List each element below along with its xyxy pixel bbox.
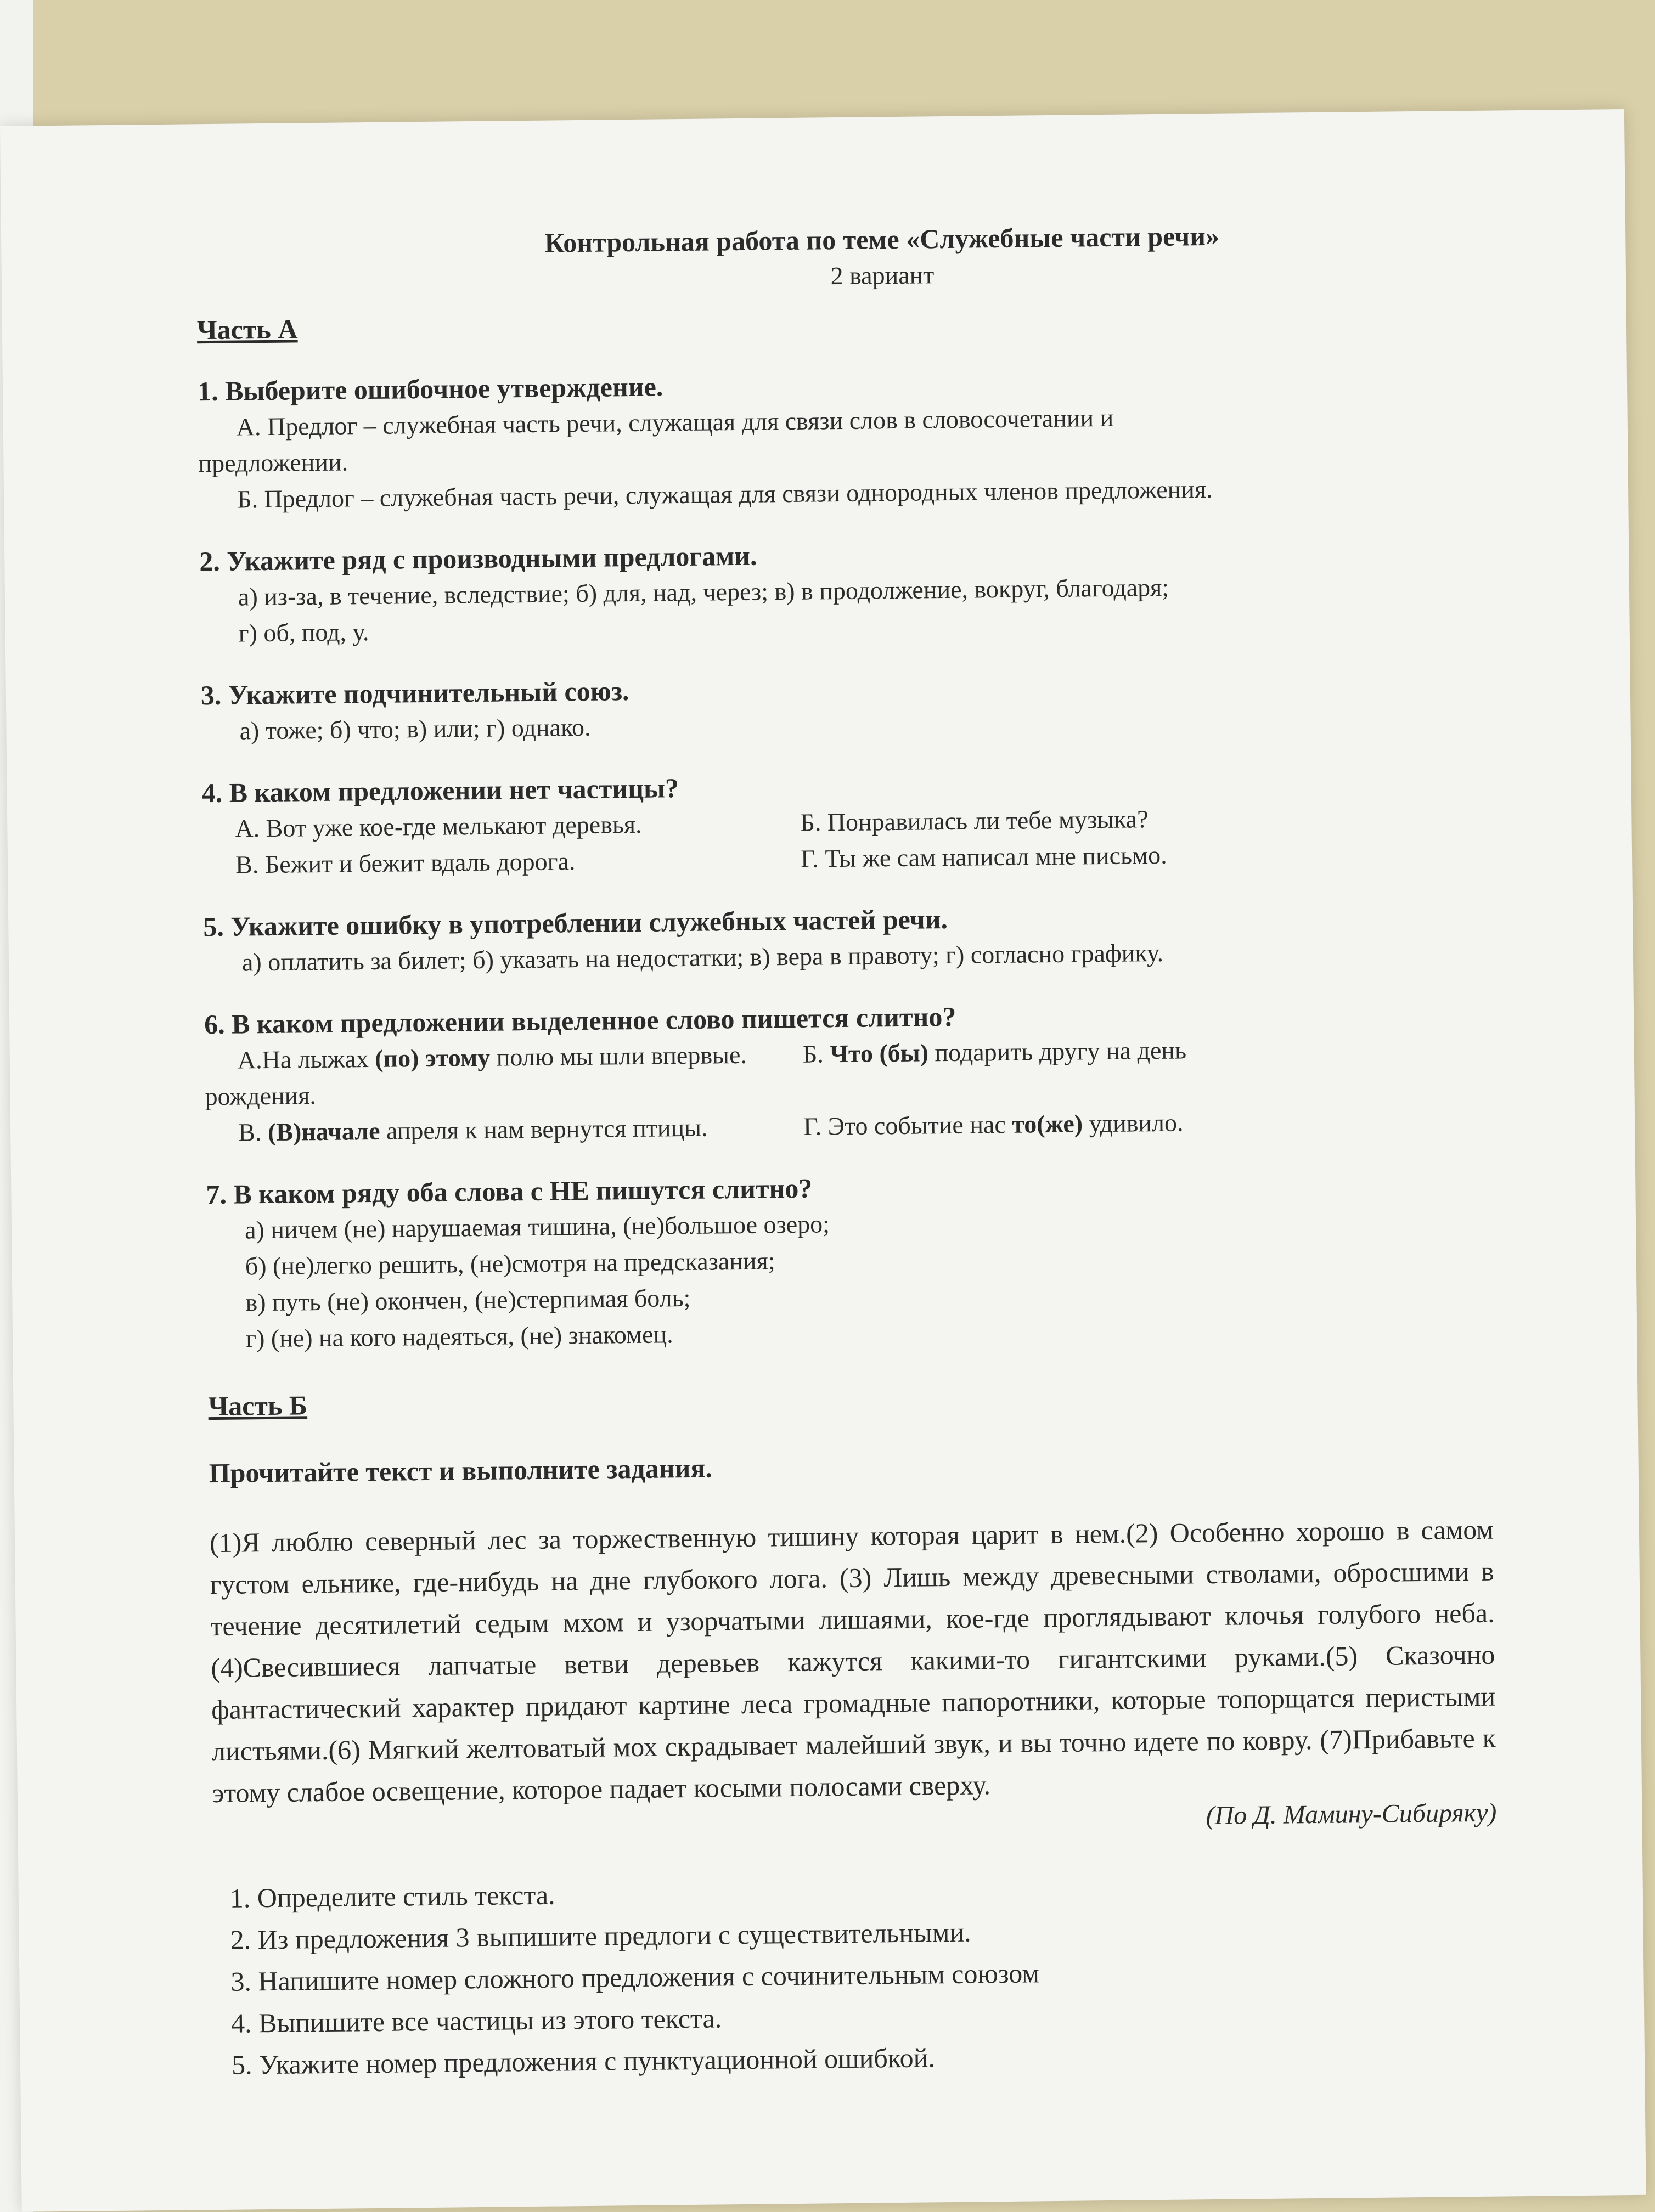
question-title: 7. В каком ряду оба слова с НЕ пишутся слитно? xyxy=(206,1172,813,1210)
options-line: г) об, под, у. xyxy=(238,618,369,647)
worksheet-content xyxy=(196,215,1499,2086)
task-item: 4. Выпишите все частицы из этого текста. xyxy=(230,2002,722,2039)
option-text: апреля к нам вернутся птицы. xyxy=(380,1113,708,1145)
task-item: 3. Напишите номер сложного предложения с сочинительным союзом xyxy=(230,1957,1040,1997)
option-v: В. Бежит и бежит вдаль дорога. xyxy=(235,847,576,879)
part-b-instruction: Прочитайте текст и выполните задания. xyxy=(209,1452,713,1489)
option-a: А. Вот уже кое-где мелькают деревья. xyxy=(235,810,642,843)
options-line: а) оплатить за билет; б) указать на недостатки; в) вера в правоту; г) согласно графику. xyxy=(241,938,1164,977)
highlighted-word: то(же) xyxy=(1011,1109,1083,1138)
question-7 xyxy=(206,1163,1491,1357)
question-3 xyxy=(201,664,1485,749)
question-title: 3. Укажите подчинительный союз. xyxy=(200,675,629,711)
option-text: удивило. xyxy=(1082,1108,1184,1138)
question-title: 1. Выберите ошибочное утверждение. xyxy=(197,371,663,407)
option-a: А. Предлог – служебная часть речи, служащая для связи слов в словосочетании и xyxy=(236,403,1114,441)
option-g: г) (не) на кого надеяться, (не) знакомец. xyxy=(245,1320,673,1353)
option-v xyxy=(238,1109,804,1151)
options-line: а) тоже; б) что; в) или; г) однако. xyxy=(239,713,591,745)
title-block xyxy=(284,215,1481,300)
question-6 xyxy=(204,993,1490,1151)
option-b: Б. Понравилась ли тебе музыка? xyxy=(800,805,1149,837)
page-title: Контрольная работа по теме «Служебные части речи» xyxy=(544,220,1220,258)
option-g: Г. Ты же сам написал мне письмо. xyxy=(800,840,1167,873)
highlighted-word: (В)начале xyxy=(267,1116,380,1146)
option-b-continued: рождения. xyxy=(205,1081,317,1111)
task-item: 1. Определите стиль текста. xyxy=(229,1879,555,1914)
question-title: 6. В каком предложении выделенное слово пишется слитно? xyxy=(204,1001,956,1040)
question-title: 4. В каком предложении нет частицы? xyxy=(201,772,679,809)
option-text: В. xyxy=(238,1118,268,1147)
option-a: а) ничем (не) нарушаемая тишина, (не)большое озеро; xyxy=(244,1210,830,1244)
question-4 xyxy=(201,761,1487,883)
part-a-label: Часть А xyxy=(196,313,298,346)
option-text: А.На лыжах xyxy=(237,1044,375,1074)
worksheet-page xyxy=(0,109,1646,2212)
question-title: 5. Укажите ошибку в употреблении служебных частей речи. xyxy=(203,903,948,943)
option-a-continued: предложении. xyxy=(198,448,348,478)
reading-text: (1)Я люблю северный лес за торжественную тишину которая царит в нем.(2) Особенно хорошо в самом густом ельнике, где-нибудь на дне глубокого лога. (3) Лишь между древесными стволами, обросшими в течение десятилетий седым мхом и узорчатыми лишаями, кое-где проглядывают клочья голубого неба. (4)Свесившиеся лапчатые ветви деревьев кажутся какими-то гигантскими руками.(5) Сказочно фантастический характер придают картине леса громадные папоротники, которые топорщатся перистыми листьями.(6) Мягкий желтоватый мох скрадывает малейший звук, и вы точно идете по ковру. (7)Прибавьте к этому слабое освещение, которое падает косыми полосами сверху. xyxy=(209,1514,1496,1809)
option-text: подарить другу на день xyxy=(928,1036,1187,1067)
text-source: (По Д. Мамину-Сибиряку) xyxy=(1206,1798,1497,1831)
part-b-label: Часть Б xyxy=(208,1390,308,1422)
question-5 xyxy=(203,895,1488,981)
question-2 xyxy=(199,530,1484,652)
task-item: 5. Укажите номер предложения с пунктуационной ошибкой. xyxy=(231,2042,936,2080)
highlighted-word: Что (бы) xyxy=(829,1039,929,1068)
option-text: Г. Это событие нас xyxy=(803,1110,1012,1141)
task-list xyxy=(213,1864,1499,2086)
option-text: Б. xyxy=(802,1040,830,1068)
question-title: 2. Укажите ряд с производными предлогами. xyxy=(199,540,757,577)
variant-label: 2 вариант xyxy=(830,261,935,290)
question-1 xyxy=(198,360,1483,518)
option-text: полю мы шли впервые. xyxy=(489,1040,747,1071)
task-item: 2. Из предложения 3 выпишите предлоги с существительными. xyxy=(230,1916,971,1955)
options-line: а) из-за, в течение, вследствие; б) для, над, через; в) в продолжение, вокруг, благодаря; xyxy=(238,573,1169,611)
option-b: б) (не)легко решить, (не)смотря на предсказания; xyxy=(245,1246,775,1280)
option-a xyxy=(238,1036,803,1079)
option-v: в) путь (не) окончен, (не)стерпимая боль; xyxy=(245,1283,691,1317)
option-b: Б. Предлог – служебная часть речи, служащая для связи однородных членов предложения. xyxy=(237,475,1213,514)
option-b xyxy=(802,1032,1186,1072)
highlighted-word: (по) этому xyxy=(374,1043,491,1073)
option-g xyxy=(803,1105,1184,1145)
